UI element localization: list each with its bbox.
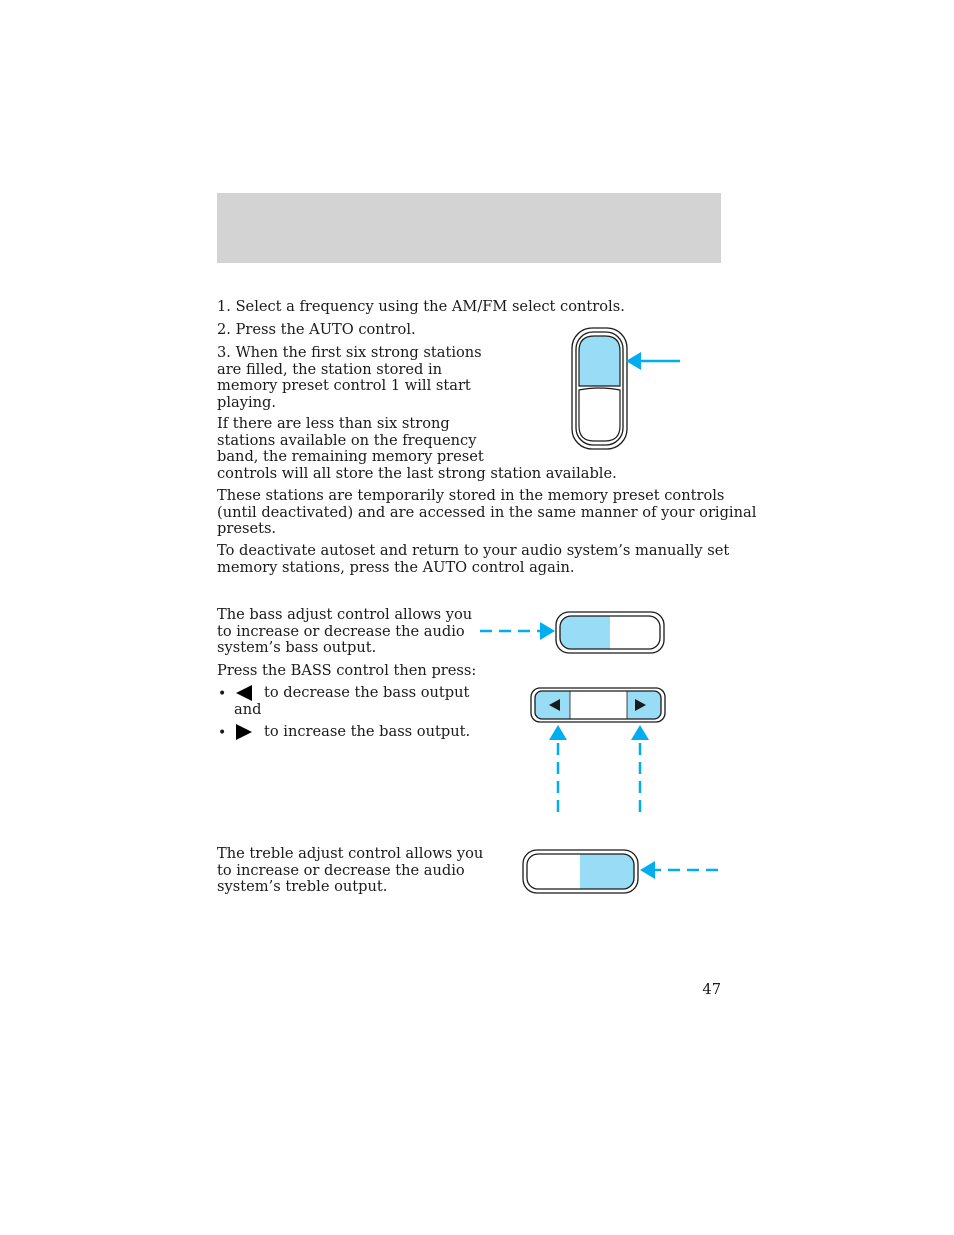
temporary-line-1: These stations are temporarily stored in the memory preset controls: [217, 487, 725, 504]
bass-intro-line-3: system’s bass output.: [217, 639, 377, 656]
auto-control-pointer-arrow: [626, 352, 680, 370]
bass-decrease-text: to decrease the bass output: [264, 684, 470, 701]
temporary-line-3: presets.: [217, 520, 277, 537]
autoset-step-3-line-1: 3. When the first six strong stations: [217, 344, 482, 361]
autoset-step-3-line-3: memory preset control 1 will start: [217, 377, 471, 394]
autoset-step-2: 2. Press the AUTO control.: [217, 321, 416, 338]
bass-decrease-and: and: [234, 700, 262, 718]
treble-control-pointer-arrow: [640, 861, 718, 879]
treble-intro-line-1: The treble adjust control allows you: [217, 845, 484, 862]
fewer-stations-line-3: band, the remaining memory preset: [217, 448, 484, 465]
fewer-stations-line-2: stations available on the frequency: [217, 431, 477, 449]
bass-intro-line-1: The bass adjust control allows you: [217, 606, 473, 623]
auto-control-illustration: [572, 328, 627, 449]
bullet: •: [218, 725, 227, 741]
bass-press-instruction: Press the BASS control then press:: [217, 662, 477, 679]
temporary-line-2: (until deactivated) and are accessed in the same manner of your original: [217, 503, 757, 521]
adjust-rocker-illustration: [531, 688, 665, 722]
autoset-step-3-line-4: playing.: [217, 393, 277, 411]
treble-intro-line-2: to increase or decrease the audio: [217, 861, 465, 879]
treble-intro-line-3: system’s treble output.: [217, 878, 388, 895]
autoset-step-1: 1. Select a frequency using the AM/FM select controls.: [217, 298, 625, 315]
fewer-stations-line-1: If there are less than six strong: [217, 415, 450, 432]
bass-increase-text: to increase the bass output.: [264, 723, 471, 740]
fewer-stations-line-4: controls will all store the last strong station available.: [217, 464, 617, 482]
bass-control-illustration: [556, 612, 664, 653]
bass-control-pointer-arrow: [480, 622, 555, 640]
deactivate-line-1: To deactivate autoset and return to your audio system’s manually set: [217, 542, 730, 559]
page-number: 47: [702, 981, 721, 998]
bass-intro-line-2: to increase or decrease the audio: [217, 622, 465, 640]
bullet: •: [218, 686, 227, 702]
adjust-rocker-pointer-arrows: [549, 725, 649, 812]
deactivate-line-2: memory stations, press the AUTO control again.: [217, 558, 575, 576]
autoset-step-3-line-2: are filled, the station stored in: [217, 360, 443, 378]
treble-control-illustration: [523, 850, 638, 893]
